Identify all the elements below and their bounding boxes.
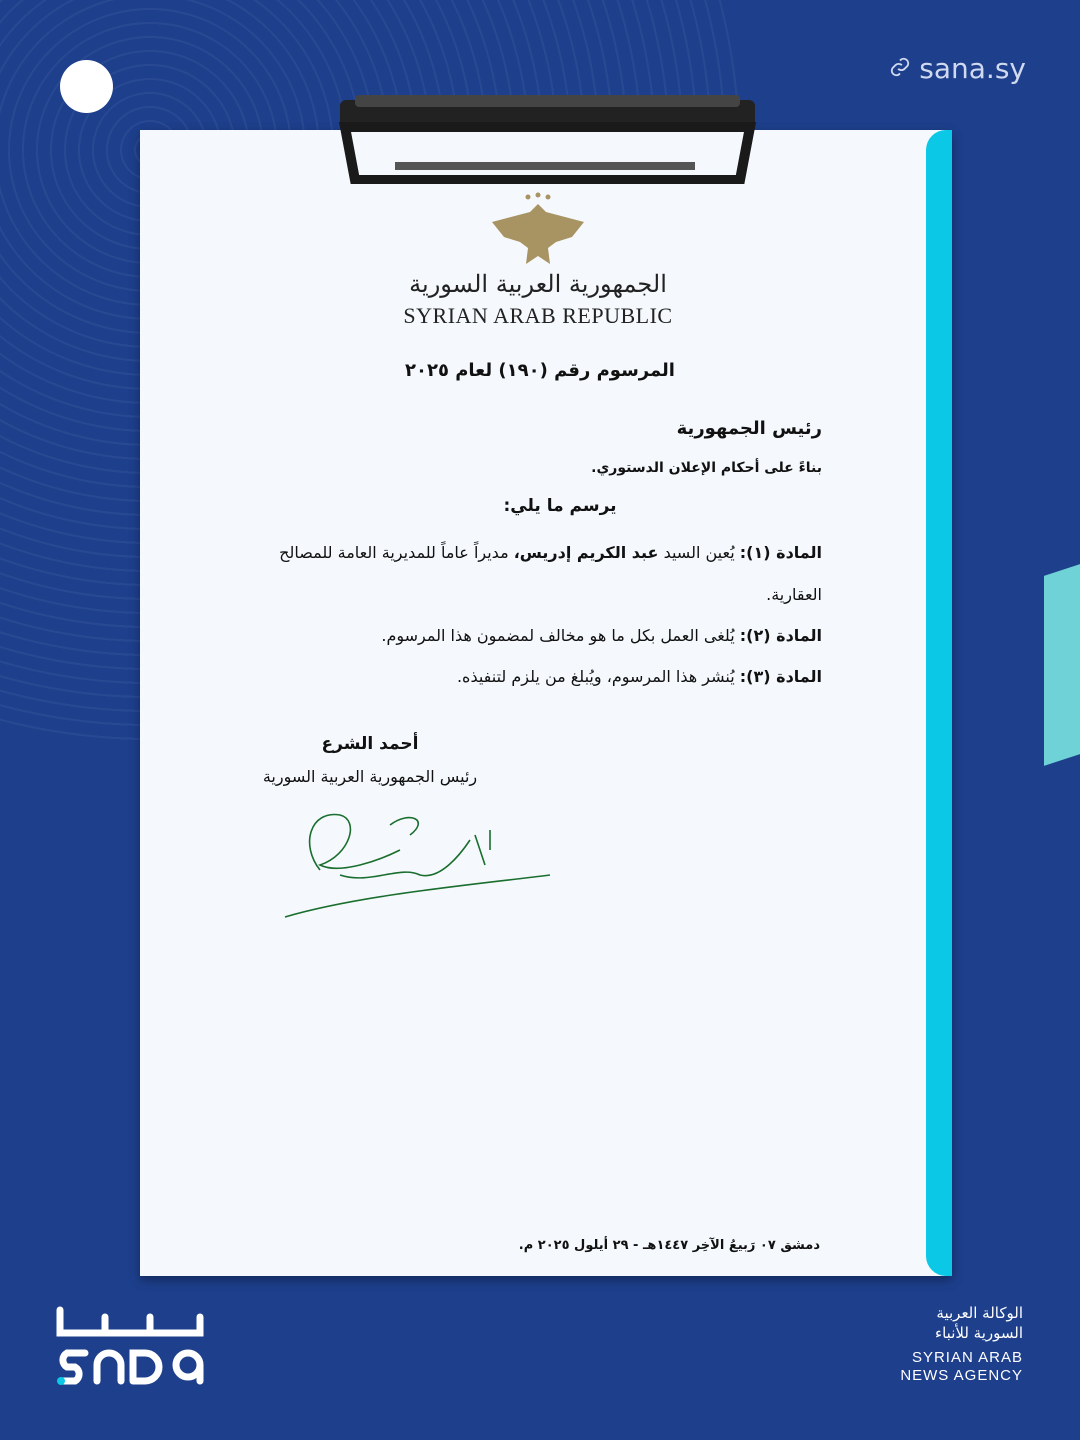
signature [280, 805, 555, 925]
appointee-name: عبد الكريم إدريس، [513, 543, 659, 562]
decorative-strip [1044, 564, 1080, 766]
decree-document [140, 130, 952, 1276]
link-icon [889, 52, 911, 85]
republic-name-ar: الجمهورية العربية السورية [409, 270, 667, 298]
article-1-continuation: العقارية. [766, 585, 822, 604]
agency-ar-line2: السورية للأنباء [935, 1324, 1023, 1342]
decorative-dot [60, 60, 113, 113]
site-label: sana.sy [919, 52, 1026, 85]
signatory-title: رئيس الجمهورية العربية السورية [262, 767, 478, 786]
site-link[interactable] [889, 52, 1026, 85]
article-label: المادة (٣): [739, 667, 822, 686]
agency-en-line2: NEWS AGENCY [900, 1367, 1023, 1384]
article-text: يُنشر هذا المرسوم، ويُبلغ من يلزم لتنفيذه. [456, 667, 740, 686]
agency-ar-line1: الوكالة العربية [936, 1304, 1023, 1322]
paper-edge [926, 130, 952, 1276]
article-label: المادة (١): [739, 543, 822, 562]
article-text: يُعين السيد [658, 543, 740, 562]
agency-name [900, 1303, 1023, 1385]
article-1 [279, 543, 822, 562]
sana-logo [55, 1305, 205, 1385]
signatory-name: أحمد الشرع [321, 734, 419, 754]
issuer: رئيس الجمهورية [676, 418, 822, 439]
article-label: المادة (٢): [739, 626, 822, 645]
clipboard-clip [335, 92, 760, 184]
agency-en-line1: SYRIAN ARAB [911, 1349, 1023, 1366]
article-text: يُلغى العمل بكل ما هو مخالف لمضمون هذا المرسوم. [381, 626, 740, 645]
eagle-emblem-icon [490, 192, 586, 266]
republic-name-en: SYRIAN ARAB REPUBLIC [403, 303, 673, 328]
article-text: مديراً عاماً للمديرية العامة للمصالح [279, 543, 514, 562]
decree-intro: يرسم ما يلي: [503, 496, 617, 516]
article-2 [381, 626, 822, 645]
basis-line: بناءً على أحكام الإعلان الدستوري. [591, 460, 822, 476]
article-3 [457, 667, 822, 686]
date-line: دمشق ٠٧ رَبيعُ الآخِر ١٤٤٧هـ - ٢٩ أيلول ٢٠٢٥ م. [518, 1238, 820, 1253]
decree-title: المرسوم رقم (١٩٠) لعام ٢٠٢٥ [405, 360, 675, 381]
